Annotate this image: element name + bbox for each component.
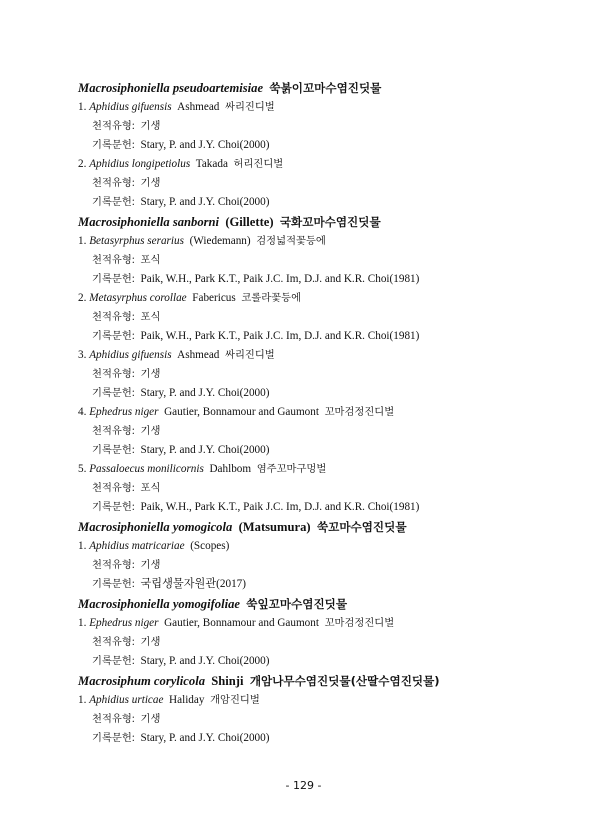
- item-number: 1.: [78, 617, 87, 629]
- reference-line: 기록문헌: Stary, P. and J.Y. Choi(2000): [92, 196, 270, 208]
- reference-value: Stary, P. and J.Y. Choi(2000): [140, 655, 270, 667]
- reference-label: 기록문헌: [92, 196, 132, 208]
- item-number: 2.: [78, 292, 87, 304]
- enemy-author: Ashmead: [177, 101, 220, 113]
- enemy-author: Dahlbom: [209, 463, 252, 475]
- enemy-type-value: 기생: [140, 177, 161, 189]
- enemy-type-label: 천적유형: [92, 636, 132, 648]
- enemy-type-label: 천적유형: [92, 425, 132, 437]
- species-author: (Gillette): [225, 215, 274, 229]
- enemy-scientific-name: Aphidius matricariae: [89, 540, 185, 552]
- natural-enemy-item: [78, 537, 548, 556]
- species-korean-name: 쑥잎꼬마수염진딧물: [246, 597, 348, 611]
- natural-enemy-item: [78, 346, 548, 365]
- reference-label: 기록문헌: [92, 444, 132, 456]
- reference-label: 기록문헌: [92, 330, 132, 342]
- reference-value: Stary, P. and J.Y. Choi(2000): [140, 387, 270, 399]
- reference-line: 기록문헌: Stary, P. and J.Y. Choi(2000): [92, 139, 270, 151]
- reference-line: 기록문헌: Stary, P. and J.Y. Choi(2000): [92, 655, 270, 667]
- enemy-type-value: 포식: [140, 254, 161, 266]
- reference-label: 기록문헌: [92, 655, 132, 667]
- enemy-author: (Scopes): [190, 540, 230, 552]
- enemy-scientific-name: Aphidius gifuensis: [89, 101, 172, 113]
- enemy-type-line: 천적유형: 기생: [92, 713, 161, 725]
- natural-enemy-item: [78, 98, 548, 117]
- species-korean-name: 쑥꼬마수염진딧물: [316, 520, 407, 534]
- enemy-type-line: 천적유형: 포식: [92, 311, 161, 323]
- reference-line: 기록문헌: Stary, P. and J.Y. Choi(2000): [92, 444, 270, 456]
- enemy-scientific-name: Metasyrphus corollae: [89, 292, 187, 304]
- species-heading: [78, 595, 548, 614]
- item-number: 2.: [78, 158, 87, 170]
- reference-label: 기록문헌: [92, 578, 132, 590]
- reference-line: 기록문헌: Paik, W.H., Park K.T., Paik J.C. Im, D.J. and K.R. Choi(1981): [92, 330, 420, 342]
- enemy-scientific-name: Ephedrus niger: [89, 406, 159, 418]
- item-number: 4.: [78, 406, 87, 418]
- enemy-type-label: 천적유형: [92, 120, 132, 132]
- item-number: 1.: [78, 694, 87, 706]
- enemy-type-line: 천적유형: 기생: [92, 559, 161, 571]
- enemy-korean-name: 싸리진디벌: [225, 349, 275, 361]
- enemy-type-label: 천적유형: [92, 311, 132, 323]
- species-scientific-name: Macrosiphum corylicola: [78, 674, 205, 688]
- enemy-type-value: 기생: [140, 425, 161, 437]
- natural-enemy-item: [78, 614, 548, 633]
- reference-label: 기록문헌: [92, 732, 132, 744]
- enemy-type-label: 천적유형: [92, 713, 132, 725]
- enemy-type-line: 천적유형: 기생: [92, 177, 161, 189]
- enemy-korean-name: 염주꼬마구멍벌: [256, 463, 327, 475]
- enemy-scientific-name: Aphidius gifuensis: [89, 349, 172, 361]
- species-korean-name: 국화꼬마수염진딧물: [279, 215, 381, 229]
- species-scientific-name: Macrosiphoniella yomogifoliae: [78, 597, 240, 611]
- natural-enemy-item: [78, 232, 548, 251]
- species-scientific-name: Macrosiphoniella yomogicola: [78, 520, 233, 534]
- enemy-type-value: 기생: [140, 713, 161, 725]
- reference-line: 기록문헌: Stary, P. and J.Y. Choi(2000): [92, 732, 270, 744]
- species-korean-name: 개암나무수염진딧물(산딸수염진딧물): [249, 674, 440, 688]
- enemy-korean-name: 개암진디벌: [210, 694, 260, 706]
- natural-enemy-item: [78, 155, 548, 174]
- reference-value: Stary, P. and J.Y. Choi(2000): [140, 196, 270, 208]
- enemy-type-label: 천적유형: [92, 559, 132, 571]
- reference-value: Paik, W.H., Park K.T., Paik J.C. Im, D.J. and K.R. Choi(1981): [140, 501, 420, 513]
- species-scientific-name: Macrosiphoniella pseudoartemisiae: [78, 81, 264, 95]
- enemy-korean-name: 검정넓적꽃등에: [256, 235, 326, 247]
- enemy-korean-name: 꼬마검정진디벌: [324, 406, 395, 418]
- enemy-type-value: 포식: [140, 311, 161, 323]
- item-number: 1.: [78, 101, 87, 113]
- enemy-type-value: 기생: [140, 368, 161, 380]
- enemy-type-line: 천적유형: 기생: [92, 425, 161, 437]
- document-body: [78, 78, 548, 748]
- page-number: - 129 -: [285, 779, 322, 792]
- enemy-type-line: 천적유형: 기생: [92, 120, 161, 132]
- enemy-korean-name: 허리진디벌: [233, 158, 284, 170]
- reference-line: 기록문헌: Paik, W.H., Park K.T., Paik J.C. Im, D.J. and K.R. Choi(1981): [92, 273, 420, 285]
- enemy-korean-name: 싸리진디벌: [225, 101, 275, 113]
- enemy-scientific-name: Aphidius urticae: [89, 694, 164, 706]
- enemy-type-line: 천적유형: 포식: [92, 482, 161, 494]
- reference-value: 국립생물자원관(2017): [140, 578, 246, 590]
- species-author: (Matsumura): [238, 520, 311, 534]
- reference-line: 기록문헌: Stary, P. and J.Y. Choi(2000): [92, 387, 270, 399]
- natural-enemy-item: [78, 289, 548, 308]
- species-heading: [78, 213, 548, 232]
- enemy-type-label: 천적유형: [92, 482, 132, 494]
- reference-line: 기록문헌: 국립생물자원관(2017): [92, 578, 246, 590]
- enemy-type-line: 천적유형: 포식: [92, 254, 161, 266]
- natural-enemy-item: [78, 460, 548, 479]
- reference-value: Paik, W.H., Park K.T., Paik J.C. Im, D.J. and K.R. Choi(1981): [140, 330, 420, 342]
- reference-label: 기록문헌: [92, 273, 132, 285]
- enemy-type-value: 포식: [140, 482, 161, 494]
- reference-value: Stary, P. and J.Y. Choi(2000): [140, 139, 270, 151]
- enemy-type-line: 천적유형: 기생: [92, 368, 161, 380]
- item-number: 3.: [78, 349, 87, 361]
- enemy-type-line: 천적유형: 기생: [92, 636, 161, 648]
- reference-line: 기록문헌: Paik, W.H., Park K.T., Paik J.C. Im, D.J. and K.R. Choi(1981): [92, 501, 420, 513]
- enemy-scientific-name: Ephedrus niger: [89, 617, 159, 629]
- species-scientific-name: Macrosiphoniella sanborni: [78, 215, 220, 229]
- item-number: 1.: [78, 235, 87, 247]
- enemy-author: Haliday: [169, 694, 205, 706]
- enemy-scientific-name: Passaloecus monilicornis: [89, 463, 204, 475]
- reference-label: 기록문헌: [92, 501, 132, 513]
- enemy-scientific-name: Betasyrphus serarius: [89, 235, 184, 247]
- enemy-korean-name: 꼬마검정진디벌: [324, 617, 395, 629]
- reference-value: Stary, P. and J.Y. Choi(2000): [140, 444, 270, 456]
- enemy-author: Ashmead: [177, 349, 220, 361]
- species-heading: [78, 672, 548, 691]
- enemy-author: (Wiedemann): [189, 235, 251, 247]
- reference-label: 기록문헌: [92, 387, 132, 399]
- reference-value: Paik, W.H., Park K.T., Paik J.C. Im, D.J. and K.R. Choi(1981): [140, 273, 420, 285]
- enemy-author: Takada: [195, 158, 228, 170]
- reference-value: Stary, P. and J.Y. Choi(2000): [140, 732, 270, 744]
- enemy-type-value: 기생: [140, 559, 161, 571]
- reference-label: 기록문헌: [92, 139, 132, 151]
- natural-enemy-item: [78, 691, 548, 710]
- enemy-type-label: 천적유형: [92, 368, 132, 380]
- natural-enemy-item: [78, 403, 548, 422]
- enemy-korean-name: 코롤라꽃등에: [241, 292, 302, 304]
- species-author: Shinji: [211, 674, 244, 688]
- enemy-author: Gautier, Bonnamour and Gaumont: [164, 617, 319, 629]
- item-number: 1.: [78, 540, 87, 552]
- species-korean-name: 쑥붉이꼬마수염진딧물: [269, 81, 382, 95]
- species-heading: [78, 79, 548, 98]
- species-heading: [78, 518, 548, 537]
- enemy-scientific-name: Aphidius longipetiolus: [89, 158, 191, 170]
- item-number: 5.: [78, 463, 87, 475]
- enemy-author: Fabericus: [192, 292, 236, 304]
- enemy-type-value: 기생: [140, 636, 161, 648]
- enemy-type-value: 기생: [140, 120, 161, 132]
- enemy-type-label: 천적유형: [92, 254, 132, 266]
- enemy-author: Gautier, Bonnamour and Gaumont: [164, 406, 319, 418]
- enemy-type-label: 천적유형: [92, 177, 132, 189]
